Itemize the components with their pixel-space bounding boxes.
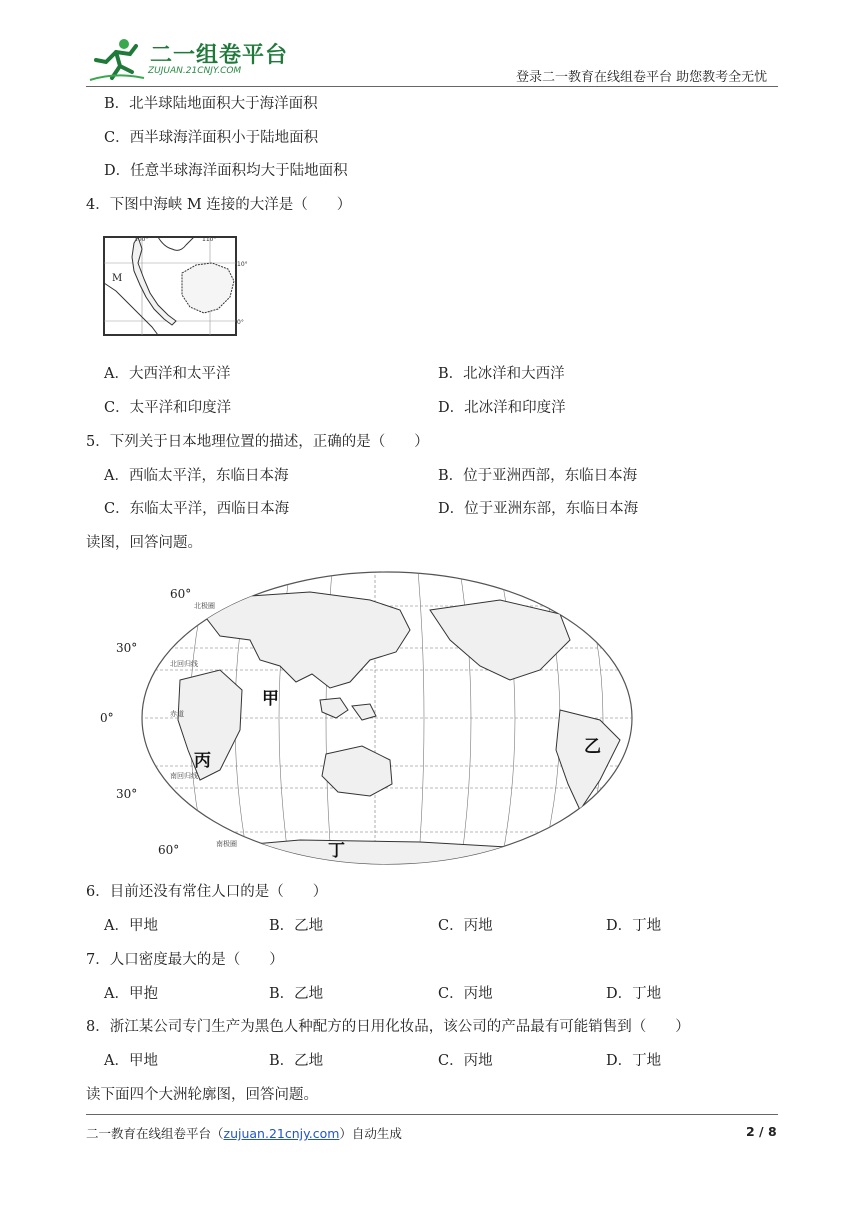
q4-stem: 4．下图中海峡 M 连接的大洋是（ ） bbox=[86, 197, 352, 213]
label-yi: 乙 bbox=[584, 737, 601, 757]
q6-option-b: B．乙地 bbox=[269, 918, 324, 934]
logo-title: 二一组卷平台 bbox=[150, 43, 289, 68]
strait-label-m: M bbox=[112, 273, 123, 284]
arctic-circle-label: 北极圈 bbox=[194, 602, 215, 610]
q7-stem: 7．人口密度最大的是（ ） bbox=[86, 952, 284, 968]
footer-suffix: ）自动生成 bbox=[339, 1126, 402, 1141]
antarctic-circle-label: 南极圈 bbox=[216, 840, 237, 848]
q6-option-c: C．丙地 bbox=[438, 918, 493, 934]
header-divider bbox=[86, 86, 778, 87]
q3-option-d: D．任意半球海洋面积均大于陆地面积 bbox=[104, 163, 348, 179]
logo-runner-icon bbox=[86, 36, 146, 84]
footer-link[interactable]: zujuan.21cnjy.com bbox=[223, 1126, 340, 1141]
read-continents-instruction: 读下面四个大洲轮廓图，回答问题。 bbox=[86, 1087, 318, 1103]
q4-option-b: B．北冰洋和大西洋 bbox=[438, 366, 565, 382]
q8-option-d: D．丁地 bbox=[606, 1053, 662, 1069]
q6-option-d: D．丁地 bbox=[606, 918, 662, 934]
q8-option-c: C．丙地 bbox=[438, 1053, 493, 1069]
q5-option-b: B．位于亚洲西部，东临日本海 bbox=[438, 468, 638, 484]
q3-option-c: C．西半球海洋面积小于陆地面积 bbox=[104, 130, 319, 146]
q8-option-b: B．乙地 bbox=[269, 1053, 324, 1069]
lat-0-label: 0° bbox=[100, 711, 114, 725]
footer-source bbox=[86, 1124, 402, 1142]
q7-option-b: B．乙地 bbox=[269, 986, 324, 1002]
q4-option-d: D．北冰洋和印度洋 bbox=[438, 400, 566, 416]
q4-option-c: C．太平洋和印度洋 bbox=[104, 400, 232, 416]
q7-option-a: A．甲抱 bbox=[104, 986, 158, 1002]
map-lat-0: 0° bbox=[237, 319, 244, 326]
read-map-instruction: 读图，回答问题。 bbox=[86, 535, 202, 551]
label-ding: 丁 bbox=[328, 841, 345, 861]
q5-stem: 5．下列关于日本地理位置的描述，正确的是（ ） bbox=[86, 434, 429, 450]
map-lon-110: 110° bbox=[202, 236, 217, 243]
logo-subtitle: ZUJUAN.21CNJY.COM bbox=[148, 66, 242, 76]
world-map bbox=[100, 570, 640, 870]
q4-option-a: A．大西洋和太平洋 bbox=[104, 366, 231, 382]
label-bing: 丙 bbox=[194, 751, 211, 771]
q5-option-d: D．位于亚洲东部，东临日本海 bbox=[438, 501, 639, 517]
footer-divider bbox=[86, 1114, 778, 1115]
q6-option-a: A．甲地 bbox=[104, 918, 158, 934]
lat-30s-label: 30° bbox=[116, 787, 138, 801]
label-jia: 甲 bbox=[262, 689, 279, 709]
q8-stem: 8．浙江某公司专门生产为黑色人种配方的日用化妆品，该公司的产品最有可能销售到（ ） bbox=[86, 1019, 690, 1035]
lat-60n-label: 60° bbox=[170, 587, 192, 601]
header-slogan: 登录二一教育在线组卷平台 助您教考全无忧 bbox=[516, 70, 768, 85]
lat-60s-label: 60° bbox=[158, 843, 180, 857]
q7-option-d: D．丁地 bbox=[606, 986, 662, 1002]
q7-option-c: C．丙地 bbox=[438, 986, 493, 1002]
q3-option-b: B．北半球陆地面积大于海洋面积 bbox=[104, 96, 318, 112]
q8-option-a: A．甲地 bbox=[104, 1053, 158, 1069]
page-number: 2 / 8 bbox=[746, 1124, 777, 1139]
lat-30n-label: 30° bbox=[116, 641, 138, 655]
q5-option-c: C．东临太平洋，西临日本海 bbox=[104, 501, 290, 517]
footer-prefix: 二一教育在线组卷平台（ bbox=[86, 1126, 224, 1141]
map-lon-100: 100° bbox=[134, 236, 149, 243]
q6-stem: 6．目前还没有常住人口的是（ ） bbox=[86, 884, 328, 900]
map-lat-10: 10° bbox=[237, 261, 248, 268]
tropic-capricorn-label: 南回归线 bbox=[170, 772, 198, 780]
strait-map bbox=[98, 229, 248, 345]
tropic-cancer-label: 北回归线 bbox=[170, 660, 198, 668]
q5-option-a: A．西临太平洋，东临日本海 bbox=[104, 468, 289, 484]
equator-label: 赤道 bbox=[170, 710, 184, 718]
